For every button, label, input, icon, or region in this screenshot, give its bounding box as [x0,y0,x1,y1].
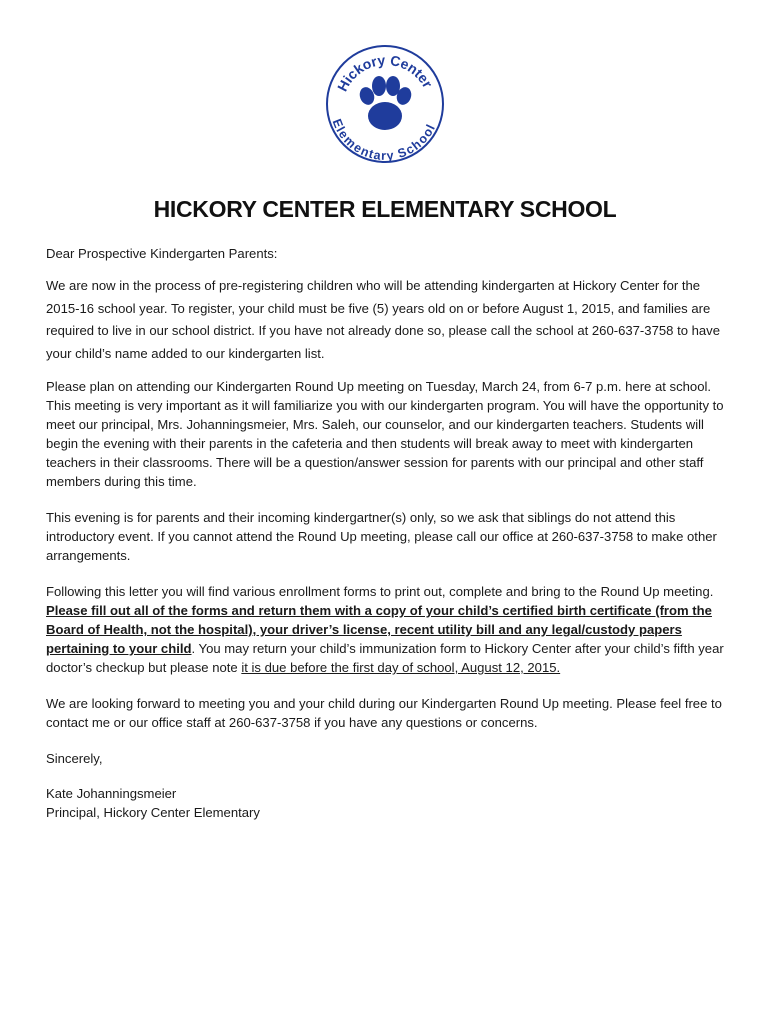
school-logo [325,44,445,164]
immunization-text: . You may return your child’s immunization form to Hickory Center after your child’s fifth year doctor’s checkup but please note [46,641,724,675]
due-date-text: it is due before the first day of school, August 12, 2015. [241,660,561,675]
paragraph-round-up-meeting: Please plan on attending our Kindergarten Round Up meeting on Tuesday, March 24, from 6-7 p.m. here at school. This meeting is very important as it will familiarize you with our kindergarten program. You will have the opportunity to meet our principal, Mrs. Johanningsmeier, Mrs. Saleh, our counselor, and our kindergarten teachers. Students will begin the evening with their parents in the cafeteria and then students will break away to meet with kindergarten teachers in their classrooms. There will be a question/answer session for parents with our principal and other staff members during this time. [46,379,724,489]
salutation: Dear Prospective Kindergarten Parents: [46,246,278,261]
signer-title: Principal, Hickory Center Elementary [46,805,260,820]
paragraph-registration: We are now in the process of pre-registering children who will be attending kindergarten at Hickory Center for the 2015-16 school year. To register, your child must be five (5) years old on or before August 1, 2015, and families are required to live in our school district. If you have not already done so, please call the school at 260-637-3758 to have your child’s name added to our kindergarten list. [46,278,721,361]
logo-text-top: Hickory Center [333,51,436,94]
paragraph-closing-remarks: We are looking forward to meeting you and your child during our Kindergarten Round Up meeting. Please feel free to contact me or our office staff at 260-637-3758 if you have any questions or concerns. [46,696,722,730]
signer-name: Kate Johanningsmeier [46,786,177,801]
closing: Sincerely, [46,751,103,766]
paragraph-enrollment-forms [46,582,732,677]
paragraph-attendance: This evening is for parents and their incoming kindergartner(s) only, so we ask that siblings do not attend this introductory event. If you cannot attend the Round Up meeting, please call our office at 260-637-3758 to make other arrangements. [46,510,717,563]
forms-requirements-text: Please fill out all of the forms and return them with a copy of your child’s certified birth certificate (from the Board of Health, not the hospital), your driver’s license, recent utility bill and any legal/custody papers pertaining to your child [46,603,712,656]
page-title: HICKORY CENTER ELEMENTARY SCHOOL [153,196,617,222]
forms-intro-text: Following this letter you will find various enrollment forms to print out, complete and bring to the Round Up meeting. [46,584,714,599]
letter-body [46,244,732,822]
paw-print-icon [357,76,413,130]
logo-text-bottom: Elementary School [329,117,438,163]
